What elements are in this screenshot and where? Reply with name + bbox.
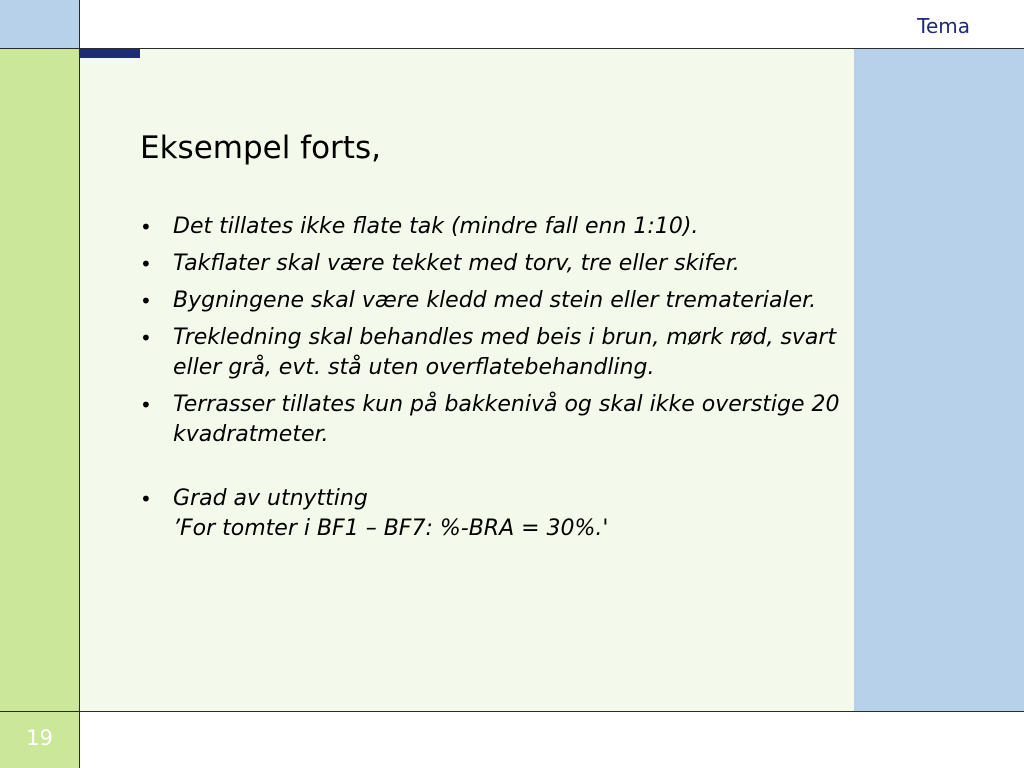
section-label: Tema (917, 14, 970, 38)
left-sidebar-green (0, 49, 79, 711)
right-sidebar-blue (854, 49, 1024, 711)
top-divider (0, 48, 1024, 49)
bullet-text: Det tillates ikke flate tak (mindre fall enn 1:10). (173, 214, 699, 239)
bullet-list (140, 212, 840, 551)
bullet-item (140, 390, 840, 450)
bullet-text: Grad av utnytting ’For tomter i BF1 – BF7: %-BRA = 30%.' (173, 486, 609, 541)
bullet-icon: • (140, 289, 152, 313)
bullet-text: Takflater skal være tekket med torv, tre eller skifer. (173, 251, 740, 276)
bullet-item (140, 323, 840, 383)
page-number: 19 (26, 726, 53, 750)
vertical-divider (79, 0, 80, 768)
bullet-item (140, 249, 840, 279)
bullet-icon: • (140, 326, 152, 350)
bullet-item (140, 212, 840, 242)
slide-title: Eksempel forts, (140, 130, 381, 166)
bullet-text: Terrasser tillates kun på bakkenivå og skal ikke overstige 20 kvadratmeter. (173, 392, 840, 447)
bullet-text: Bygningene skal være kledd med stein eller trematerialer. (173, 288, 817, 313)
bullet-icon: • (140, 252, 152, 276)
bullet-icon: • (140, 487, 152, 511)
accent-bar (80, 49, 140, 58)
bullet-icon: • (140, 215, 152, 239)
bullet-item (140, 484, 840, 544)
bullet-icon: • (140, 393, 152, 417)
left-top-block (0, 0, 79, 48)
bullet-text: Trekledning skal behandles med beis i brun, mørk rød, svart eller grå, evt. stå uten overflatebehandling. (173, 325, 837, 380)
bottom-divider (0, 711, 1024, 712)
bullet-item (140, 286, 840, 316)
